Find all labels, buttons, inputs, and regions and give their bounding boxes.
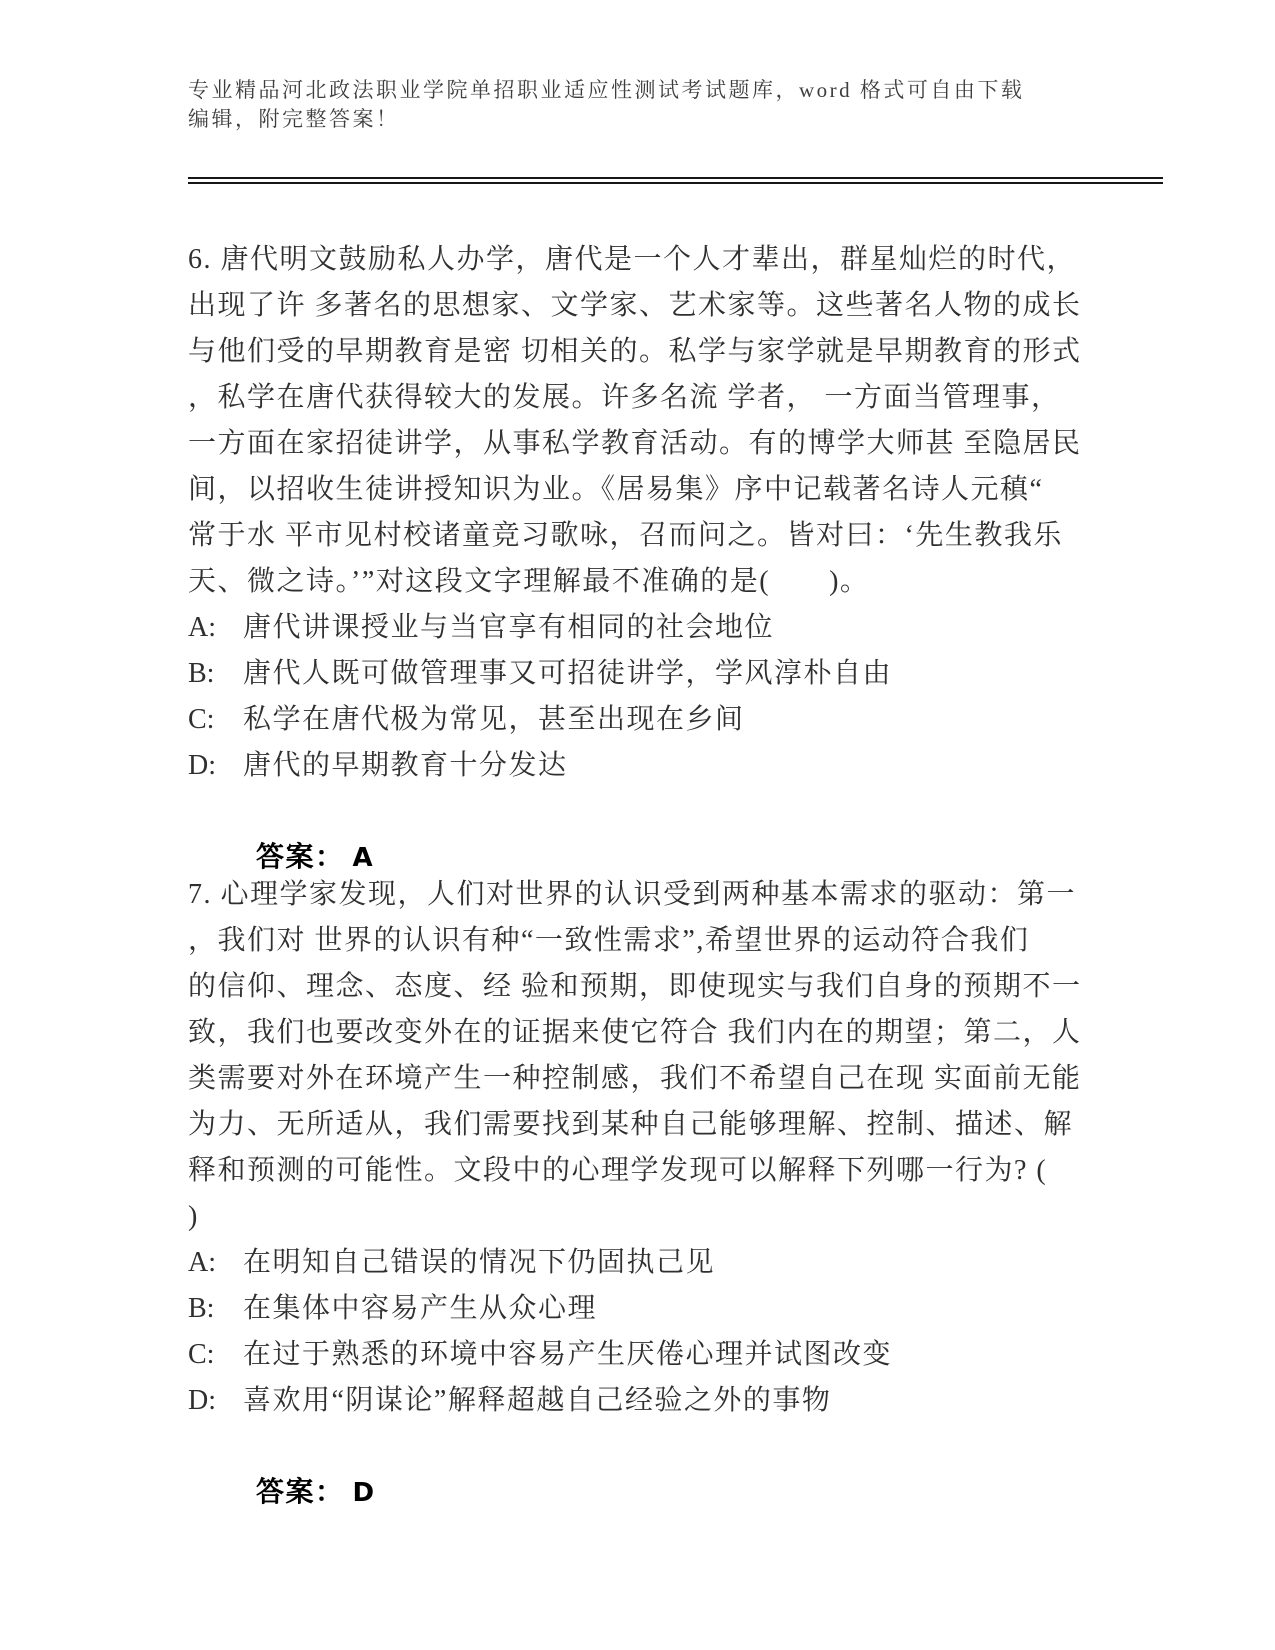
answer-label: 答案： <box>256 1477 345 1508</box>
option-label: C: <box>188 704 215 735</box>
question-7 <box>188 872 1168 1508</box>
option-label: A: <box>188 1247 216 1278</box>
stem-line: 6. 唐代明文鼓励私人办学，唐代是一个人才辈出，群星灿烂的时代， <box>188 244 1077 275</box>
question-6-answer <box>188 789 1168 873</box>
stem-line: 天、微之诗。’”对这段文字理解最不准确的是( )。 <box>188 566 870 597</box>
stem-line: 类需要对外在环境产生一种控制感，我们不希望自己在现 实面前无能 <box>188 1063 1082 1094</box>
option-row <box>188 651 1168 697</box>
stem-line: 一方面在家招徒讲学，从事私学教育活动。有的博学大师甚 至隐居民 <box>188 428 1082 459</box>
option-text: 唐代的早期教育十分发达 <box>243 750 568 781</box>
stem-line: 释和预测的可能性。文段中的心理学发现可以解释下列哪一行为? ( <box>188 1155 1048 1186</box>
stem-line: ，私学在唐代获得较大的发展。许多名流 学者， 一方面当管理事， <box>188 382 1061 413</box>
option-row <box>188 1286 1168 1332</box>
option-text: 在过于熟悉的环境中容易产生厌倦心理并试图改变 <box>243 1339 893 1370</box>
option-label: B: <box>188 1293 215 1324</box>
question-7-options <box>188 1240 1168 1424</box>
question-6-stem <box>188 237 1168 605</box>
question-7-answer <box>188 1424 1168 1508</box>
header-line-1: 专业精品河北政法职业学院单招职业适应性测试考试题库，word 格式可自由下载 <box>188 78 1025 102</box>
stem-line: ) <box>188 1201 199 1232</box>
option-text: 在明知自己错误的情况下仍固执己见 <box>243 1247 716 1278</box>
answer-label: 答案： <box>256 842 345 873</box>
option-row <box>188 697 1168 743</box>
option-row <box>188 1378 1168 1424</box>
option-row <box>188 1332 1168 1378</box>
stem-line: 的信仰、理念、态度、经 验和预期，即使现实与我们自身的预期不一 <box>188 971 1082 1002</box>
question-6 <box>188 237 1168 873</box>
stem-line: ，我们对 世界的认识有种“一致性需求”,希望世界的运动符合我们 <box>188 925 1030 956</box>
stem-line: 致，我们也要改变外在的证据来使它符合 我们内在的期望；第二，人 <box>188 1017 1082 1048</box>
option-label: D: <box>188 750 216 781</box>
stem-line: 为力、无所适从，我们需要找到某种自己能够理解、控制、描述、解 <box>188 1109 1074 1140</box>
stem-line: 7. 心理学家发现，人们对世界的认识受到两种基本需求的驱动：第一 <box>188 879 1077 910</box>
answer-value: A <box>352 843 373 873</box>
question-6-options <box>188 605 1168 789</box>
stem-line: 出现了许 多著名的思想家、文学家、艺术家等。这些著名人物的成长 <box>188 290 1082 321</box>
stem-line: 常于水 平市见村校诸童竞习歌咏，召而问之。皆对曰：‘先生教我乐 <box>188 520 1063 551</box>
page-header <box>188 76 1118 134</box>
answer-value: D <box>352 1478 375 1508</box>
stem-line: 与他们受的早期教育是密 切相关的。私学与家学就是早期教育的形式 <box>188 336 1082 367</box>
page-content <box>188 0 1168 1508</box>
option-label: C: <box>188 1339 215 1370</box>
option-label: B: <box>188 658 215 689</box>
question-7-stem <box>188 872 1168 1240</box>
stem-line: 间，以招收生徒讲授知识为业。《居易集》序中记载著名诗人元稹“ <box>188 474 1044 505</box>
option-row <box>188 605 1168 651</box>
option-text: 私学在唐代极为常见，甚至出现在乡间 <box>243 704 745 735</box>
option-row <box>188 743 1168 789</box>
option-text: 喜欢用“阴谋论”解释超越自己经验之外的事物 <box>243 1385 832 1416</box>
option-text: 唐代人既可做管理事又可招徒讲学，学风淳朴自由 <box>243 658 893 689</box>
option-text: 在集体中容易产生从众心理 <box>243 1293 598 1324</box>
option-text: 唐代讲课授业与当官享有相同的社会地位 <box>243 612 775 643</box>
header-line-2: 编辑，附完整答案！ <box>188 107 400 131</box>
option-label: D: <box>188 1385 216 1416</box>
option-row <box>188 1240 1168 1286</box>
header-divider-rule <box>188 177 1163 184</box>
option-label: A: <box>188 612 216 643</box>
